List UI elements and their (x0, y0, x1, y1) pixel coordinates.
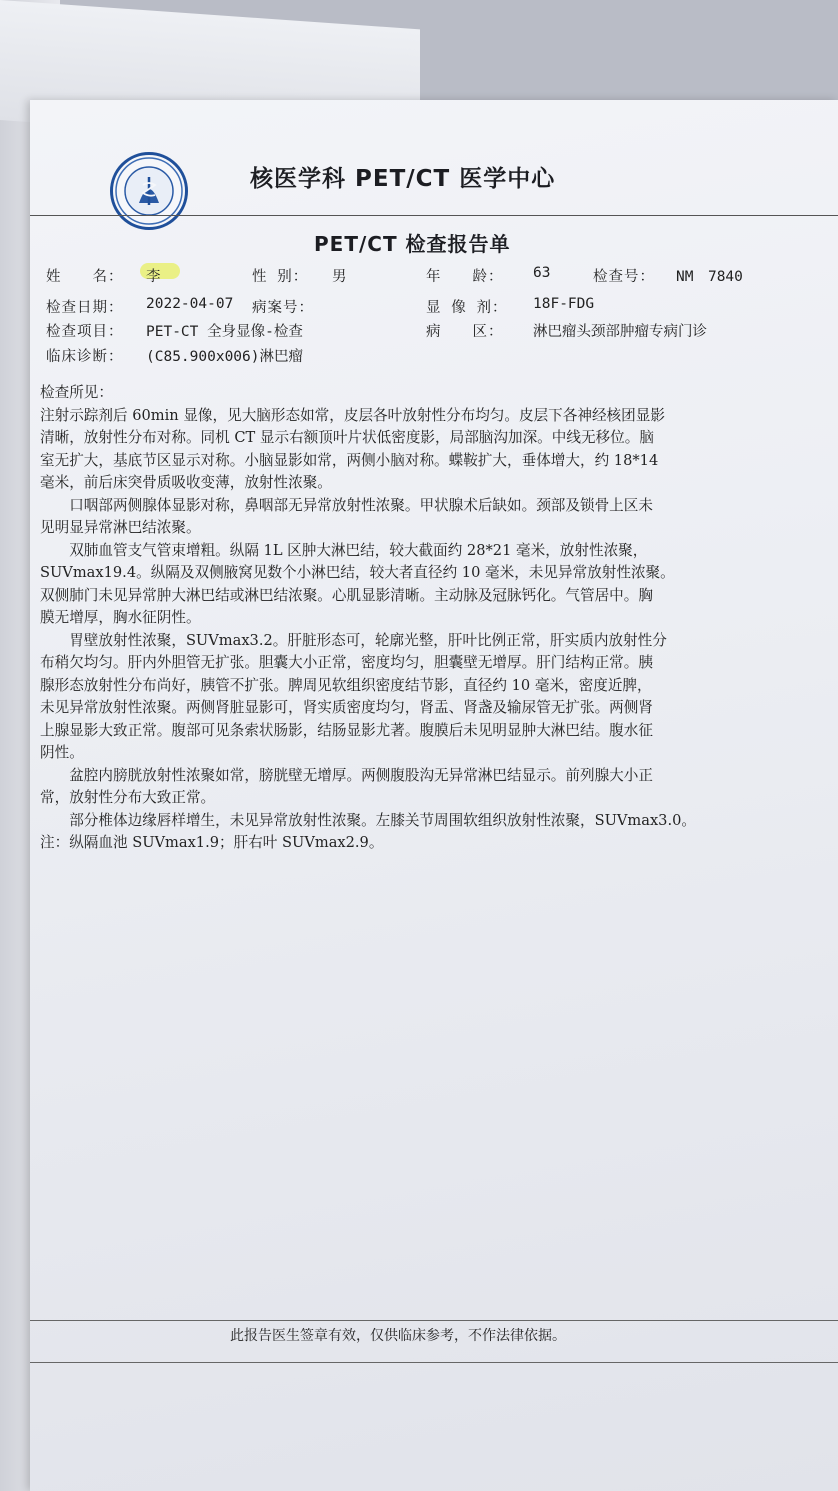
diagnosis-value: (C85.900x006)淋巴瘤 (146, 349, 303, 365)
header-divider (30, 215, 838, 216)
footer-bottom-divider (30, 1362, 838, 1363)
record-no-label: 病案号： (252, 300, 314, 316)
findings-line: 清晰，放射性分布对称。同机 CT 显示右额顶叶片状低密度影，局部脑沟加深。中线无移位。脑 (40, 429, 654, 446)
ward-label: 病 区： (426, 324, 504, 340)
findings-line: 双肺血管支气管束增粗。纵隔 1L 区肿大淋巴结，较大截面约 28*21 毫米，放射性浓聚， (40, 541, 648, 559)
findings-line: 腺形态放射性分布尚好，胰管不扩张。脾周见软组织密度结节影，直径约 10 毫米，密度近脾， (40, 676, 652, 694)
exam-item-value: PET-CT 全身显像-检查 (146, 324, 303, 340)
findings-line: 口咽部两侧腺体显影对称，鼻咽部无异常放射性浓聚。甲状腺术后缺如。颈部及锁骨上区未 (40, 496, 653, 514)
findings-line: 布稍欠均匀。肝内外胆管无扩张。胆囊大小正常，密度均匀，胆囊壁无增厚。肝门结构正常。胰 (40, 654, 653, 671)
findings-line: 部分椎体边缘唇样增生，未见异常放射性浓聚。左膝关节周围软组织放射性浓聚，SUVmax3.0。 (40, 811, 696, 829)
findings-line: 上腺显影大致正常。腹部可见条索状肠影，结肠显影尤著。腹膜后未见明显肿大淋巴结。腹水征 (40, 721, 653, 739)
diagnosis-label: 临床诊断： (46, 349, 124, 365)
findings-line: SUVmax19.4。纵隔及双侧腋窝见数个小淋巴结，较大者直径约 10 毫米，未见异常放射性浓聚。 (40, 564, 675, 581)
report-title: PET/CT 检查报告单 (314, 232, 511, 256)
findings-line: 膜无增厚，胸水征阴性。 (40, 609, 201, 626)
findings-line: 阴性。 (40, 744, 84, 761)
findings-line: 室无扩大，基底节区显示对称。小脑显影如常，两侧小脑对称。蝶鞍扩大，垂体增大，约 18*14 (40, 451, 659, 469)
tracer-value: 18F-FDG (533, 296, 595, 312)
exam-no-label: 检查号： (593, 269, 655, 285)
findings-line: 见明显异常淋巴结浓聚。 (40, 519, 201, 536)
exam-no-value: NM 7840 (676, 269, 743, 285)
ward-value: 淋巴瘤头颈部肿瘤专病门诊 (533, 324, 707, 340)
department-title: 核医学科 PET/CT 医学中心 (250, 166, 556, 192)
findings-line: 胃壁放射性浓聚，SUVmax3.2。肝脏形态可，轮廓光整，肝叶比例正常，肝实质内放射性分 (40, 631, 667, 649)
sex-value: 男 (332, 269, 347, 285)
report-page (30, 100, 838, 1491)
tracer-label: 显 像 剂： (426, 300, 508, 316)
age-label: 年 龄： (426, 269, 504, 285)
findings-line: 注：纵隔血池 SUVmax1.9；肝右叶 SUVmax2.9。 (40, 834, 384, 851)
hospital-logo-icon (110, 152, 188, 230)
findings-heading: 检查所见： (40, 384, 113, 401)
sex-label: 性 别： (252, 269, 309, 285)
exam-date-value: 2022-04-07 (146, 296, 234, 312)
findings-line: 注射示踪剂后 60min 显像，见大脑形态如常，皮层各叶放射性分布均匀。皮层下各神经核团显影 (40, 406, 665, 424)
findings-line: 未见异常放射性浓聚。两侧肾脏显影可，肾实质密度均匀，肾盂、肾盏及输尿管无扩张。两侧肾 (40, 699, 653, 716)
findings-line: 毫米，前后床突骨质吸收变薄，放射性浓聚。 (40, 474, 332, 491)
age-value: 63 (533, 265, 551, 281)
footer-divider (30, 1320, 838, 1321)
findings-section (40, 382, 830, 855)
name-label: 姓 名： (46, 269, 124, 285)
name-value: 李 (146, 269, 161, 285)
footer-disclaimer: 此报告医生签章有效，仅供临床参考，不作法律依据。 (230, 1328, 566, 1344)
findings-line: 盆腔内膀胱放射性浓聚如常，膀胱壁无增厚。两侧腹股沟无异常淋巴结显示。前列腺大小正 (40, 766, 653, 784)
exam-item-label: 检查项目： (46, 324, 124, 340)
findings-line: 常，放射性分布大致正常。 (40, 789, 216, 806)
findings-line: 双侧肺门未见异常肿大淋巴结或淋巴结浓聚。心肌显影清晰。主动脉及冠脉钙化。气管居中。胸 (40, 586, 653, 604)
exam-date-label: 检查日期： (46, 300, 124, 316)
